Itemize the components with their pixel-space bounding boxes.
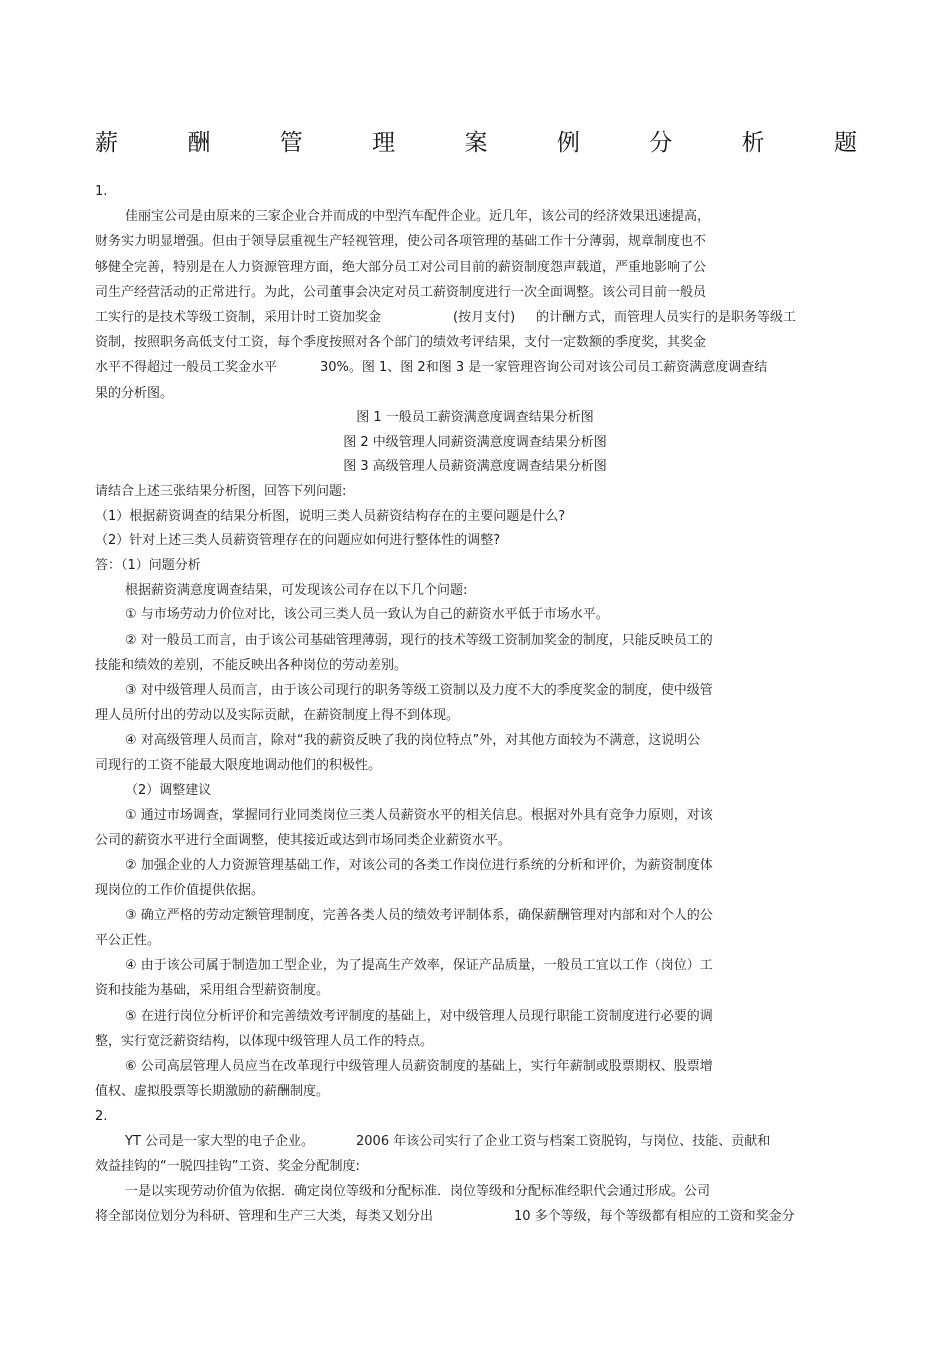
figure-caption: 图 3 高级管理人员薪资满意度调查结果分析图 xyxy=(343,459,607,474)
text-line: 财务实力明显增强。但由于领导层重视生产轻视管理，使公司各项管理的基础工作十分薄弱，规章制度也不 xyxy=(95,234,707,249)
text-line: 资和技能为基础，采用组合型薪资制度。 xyxy=(95,983,330,998)
text-line: 平公正性。 xyxy=(95,933,161,948)
title-char: 理 xyxy=(372,130,396,156)
title-char: 例 xyxy=(556,130,580,156)
text-line: ① 通过市场调查，掌握同行业同类岗位三类人员薪资水平的相关信息。根据对外具有竞争力原则，对该 xyxy=(125,808,713,823)
text-line: 司生产经营活动的正常进行。为此，公司董事会决定对员工薪资制度进行一次全面调整。该公司目前一般员 xyxy=(95,285,707,300)
text-line: 司现行的工资不能最大限度地调动他们的积极性。 xyxy=(95,758,382,773)
text-line: 答：（1）问题分析 xyxy=(95,558,201,573)
text-line: 的计酬方式，而管理人员实行的是职务等级工 xyxy=(536,310,797,325)
text-line: ② 对一般员工而言，由于该公司基础管理薄弱，现行的技术等级工资制加奖金的制度，只能反映员工的 xyxy=(125,633,713,648)
text-line: 30%。图 1、图 2和图 3 是一家管理咨询公司对该公司员工薪资满意度调查结 xyxy=(320,360,768,375)
text-line: 整，实行宽泛薪资结构，以体现中级管理人员工作的特点。 xyxy=(95,1034,434,1049)
text-line: 理人员所付出的劳动以及实际贡献，在薪资制度上得不到体现。 xyxy=(95,708,460,723)
text-line: 一是以实现劳动价值为依据．确定岗位等级和分配标准．岗位等级和分配标准经职代会通过形成。公司 xyxy=(125,1184,711,1199)
text-line: 果的分析图。 xyxy=(95,386,174,401)
text-line: ④ 对高级管理人员而言，除对“我的薪资反映了我的岗位特点”外，对其他方面较为不满意，这说明公 xyxy=(125,733,701,748)
text-line: 公司的薪资水平进行全面调整，使其接近或达到市场同类企业薪资水平。 xyxy=(95,833,512,848)
text-line: 水平不得超过一般员工奖金水平 xyxy=(95,360,278,375)
text-line: 1. xyxy=(95,184,108,199)
title-char: 酬 xyxy=(187,130,211,156)
page-title xyxy=(95,124,857,157)
text-line: （2）针对上述三类人员薪资管理存在的问题应如何进行整体性的调整? xyxy=(95,533,501,548)
title-char: 分 xyxy=(649,130,673,156)
text-line: 10 多个等级，每个等级都有相应的工资和奖金分 xyxy=(514,1209,795,1224)
text-line: 技能和绩效的差别，不能反映出各种岗位的劳动差别。 xyxy=(95,658,408,673)
text-line: 佳丽宝公司是由原来的三家企业合并而成的中型汽车配件企业。近几年，该公司的经济效果迅速提高， xyxy=(125,209,711,224)
text-line: ⑤ 在进行岗位分析评价和完善绩效考评制度的基础上，对中级管理人员现行职能工资制度进行必要的调 xyxy=(125,1009,713,1024)
text-line: 现岗位的工作价值提供依据。 xyxy=(95,883,265,898)
text-line: 根据薪资满意度调查结果，可发现该公司存在以下几个问题: xyxy=(125,583,468,598)
text-line: 请结合上述三张结果分析图，回答下列问题: xyxy=(95,484,347,499)
text-line: YT 公司是一家大型的电子企业。 xyxy=(125,1134,315,1149)
text-line: ① 与市场劳动力价位对比，该公司三类人员一致认为自己的薪资水平低于市场水平。 xyxy=(125,607,609,622)
figure-caption: 图 1 一般员工薪资满意度调查结果分析图 xyxy=(356,410,594,425)
text-line: （2）调整建议 xyxy=(125,783,212,798)
title-char: 管 xyxy=(279,130,303,156)
text-line: （1）根据薪资调查的结果分析图，说明三类人员薪资结构存在的主要问题是什么? xyxy=(95,509,566,524)
text-line: ④ 由于该公司属于制造加工型企业，为了提高生产效率，保证产品质量，一般员工宜以工作（岗位）工 xyxy=(125,958,713,973)
text-line: ③ 对中级管理人员而言，由于该公司现行的职务等级工资制以及力度不大的季度奖金的制度，使中级管 xyxy=(125,683,713,698)
text-line: 资制，按照职务高低支付工资，每个季度按照对各个部门的绩效考评结果，支付一定数额的季度奖，其奖金 xyxy=(95,335,707,350)
text-line: ② 加强企业的人力资源管理基础工作，对该公司的各类工作岗位进行系统的分析和评价，为薪资制度体 xyxy=(125,858,713,873)
title-char: 题 xyxy=(834,130,857,156)
text-line: 2. xyxy=(95,1109,108,1124)
text-line: 够健全完善，特别是在人力资源管理方面，绝大部分员工对公司目前的薪资制度怨声载道，严重地影响了公 xyxy=(95,260,707,275)
title-char: 析 xyxy=(741,130,765,156)
text-line: 值权、虚拟股票等长期激励的薪酬制度。 xyxy=(95,1084,330,1099)
figure-caption: 图 2 中级管理人同薪资满意度调查结果分析图 xyxy=(343,435,607,450)
text-line: 2006 年该公司实行了企业工资与档案工资脱钩，与岗位、技能、贡献和 xyxy=(356,1134,771,1149)
title-char: 薪 xyxy=(95,130,118,156)
text-line: 将全部岗位划分为科研、管理和生产三大类，每类又划分出 xyxy=(95,1209,434,1224)
text-line: ⑥ 公司高层管理人员应当在改革现行中级管理人员薪资制度的基础上，实行年薪制或股票期权、股票增 xyxy=(125,1059,713,1074)
text-line: (按月支付) xyxy=(453,310,516,325)
text-line: 效益挂钩的“一脱四挂钩”工资、奖金分配制度: xyxy=(95,1159,360,1174)
text-line: 工实行的是技术等级工资制，采用计时工资加奖金 xyxy=(95,310,382,325)
text-line: ③ 确立严格的劳动定额管理制度，完善各类人员的绩效考评制体系，确保薪酬管理对内部和对个人的公 xyxy=(125,908,713,923)
title-char: 案 xyxy=(464,130,488,156)
